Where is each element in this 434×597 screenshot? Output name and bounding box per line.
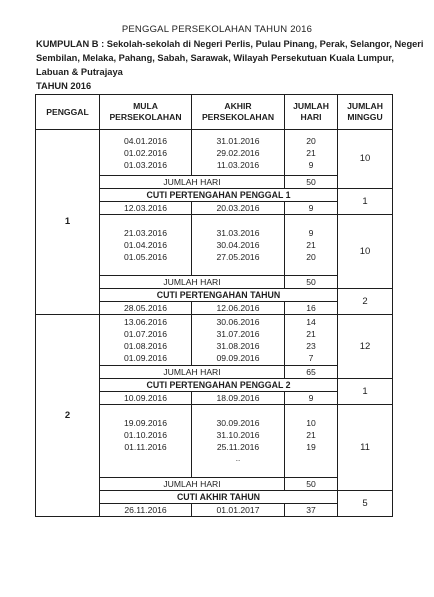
date-cell: 01.09.2016: [123, 353, 167, 363]
day-count-cell: 23: [306, 341, 316, 351]
penggal-2-block-1-hari: [285, 315, 338, 366]
total-label: JUMLAH HARI: [100, 366, 285, 379]
day-count-cell: 20: [306, 252, 316, 262]
date-cell: 01.07.2016: [123, 329, 167, 339]
holiday-days: 9: [285, 392, 338, 405]
date-cell: 01.05.2016: [123, 252, 167, 262]
header-penggal-label: PENGGAL: [46, 106, 89, 117]
table-row: [36, 315, 393, 366]
date-cell: 09.09.2016: [216, 353, 260, 363]
term-schedule-table: [35, 94, 393, 517]
penggal-1-block-2-akhir: [192, 215, 285, 276]
header-penggal: [36, 95, 100, 130]
day-count-cell: 9: [308, 228, 314, 238]
header-jumlah-minggu-line1: JUMLAH: [347, 101, 383, 111]
penggal-2-block-2-mula: [100, 405, 192, 478]
date-cell: 11.03.2016: [216, 159, 260, 170]
date-cell: 31.07.2016: [216, 329, 260, 339]
penggal-2-block-1-mula: [100, 315, 192, 366]
penggal-1-block-2-mula: [100, 215, 192, 276]
date-cell: 31.10.2016: [216, 430, 260, 440]
date-cell: 31.08.2016: [216, 341, 260, 351]
note-mark: ..: [235, 454, 241, 463]
total-label: JUMLAH HARI: [100, 276, 285, 289]
total-value: 50: [285, 176, 338, 189]
date-cell: 01.02.2016: [123, 147, 167, 158]
table-header-row: [36, 95, 393, 130]
day-count-cell: 21: [306, 329, 316, 339]
header-jumlah-hari-line1: JUMLAH: [293, 101, 329, 111]
header-jumlah-hari: [285, 95, 338, 130]
header-jumlah-hari-line2: HARI: [300, 112, 322, 122]
holiday-weeks: 5: [338, 491, 393, 517]
holiday-days: 37: [285, 504, 338, 517]
total-value: 50: [285, 478, 338, 491]
date-cell: 04.01.2016: [123, 135, 167, 146]
holiday-end: 12.06.2016: [192, 302, 285, 315]
header-jumlah-minggu: [338, 95, 393, 130]
holiday-start: 26.11.2016: [100, 504, 192, 517]
header-akhir: [192, 95, 285, 130]
header-akhir-line2: PERSEKOLAHAN: [201, 112, 275, 122]
date-cell: 29.02.2016: [216, 147, 260, 158]
header-mula: [100, 95, 192, 130]
penggal-2-block-1-akhir: [192, 315, 285, 366]
penggal-2-block-2-hari: [285, 405, 338, 478]
holiday-title: CUTI PERTENGAHAN PENGGAL 1: [100, 189, 338, 202]
date-cell: 30.04.2016: [216, 240, 260, 250]
day-count-cell: 14: [306, 317, 316, 327]
penggal-1-block-1-weeks: 10: [338, 130, 393, 189]
holiday-title: CUTI PERTENGAHAN TAHUN: [100, 289, 338, 302]
penggal-1-cell: 1: [36, 130, 100, 315]
penggal-1-block-1-mula: [100, 130, 192, 176]
holiday-weeks: 2: [338, 289, 393, 315]
holiday-end: 18.09.2016: [192, 392, 285, 405]
header-jumlah-minggu-line2: MINGGU: [347, 112, 383, 122]
holiday-end: 01.01.2017: [192, 504, 285, 517]
date-cell: 19.09.2016: [123, 418, 167, 428]
date-cell: 30.09.2016: [216, 418, 260, 428]
date-cell: 25.11.2016: [216, 442, 260, 452]
day-count-cell: 19: [306, 442, 316, 452]
page-title: PENGGAL PERSEKOLAHAN TAHUN 2016: [121, 24, 313, 35]
date-cell: 13.06.2016: [123, 317, 167, 327]
day-count-cell: 21: [306, 147, 316, 158]
holiday-start: 12.03.2016: [100, 202, 192, 215]
total-value: 50: [285, 276, 338, 289]
holiday-weeks: 1: [338, 189, 393, 215]
date-cell: 31.01.2016: [216, 135, 260, 146]
penggal-1-block-2-hari: [285, 215, 338, 276]
holiday-start: 10.09.2016: [100, 392, 192, 405]
penggal-1-block-1-hari: [285, 130, 338, 176]
penggal-1-block-1-akhir: [192, 130, 285, 176]
table-row: [36, 130, 393, 176]
year-label: TAHUN 2016: [36, 81, 92, 91]
holiday-weeks: 1: [338, 379, 393, 405]
group-description: [36, 38, 426, 79]
date-cell: 27.05.2016: [216, 252, 260, 262]
penggal-2-cell: 2: [36, 315, 100, 517]
holiday-days: 9: [285, 202, 338, 215]
day-count-cell: 7: [308, 353, 314, 363]
date-cell: 01.10.2016: [123, 430, 167, 440]
total-label: JUMLAH HARI: [100, 478, 285, 491]
header-mula-line2: PERSEKOLAHAN: [109, 112, 182, 122]
day-count-cell: 9: [308, 159, 314, 170]
day-count-cell: 10: [306, 418, 316, 428]
day-count-cell: 21: [306, 240, 316, 250]
penggal-2-block-2-akhir: [192, 405, 285, 478]
holiday-title: CUTI PERTENGAHAN PENGGAL 2: [100, 379, 338, 392]
day-count-cell: 21: [306, 430, 316, 440]
penggal-2-block-1-weeks: 12: [338, 315, 393, 379]
total-label: JUMLAH HARI: [100, 176, 285, 189]
header-mula-line1: MULA: [133, 101, 158, 111]
header-akhir-line1: AKHIR: [224, 101, 252, 111]
holiday-days: 16: [285, 302, 338, 315]
date-cell: 01.08.2016: [123, 341, 167, 351]
date-cell: 30.06.2016: [216, 317, 260, 327]
total-value: 65: [285, 366, 338, 379]
penggal-1-block-2-weeks: 10: [338, 215, 393, 289]
date-cell: 31.03.2016: [216, 228, 260, 238]
date-cell: 01.03.2016: [123, 159, 167, 170]
date-cell: 01.04.2016: [123, 240, 167, 250]
group-states-text: Sekolah-sekolah di Negeri Perlis, Pulau Pinang, Perak, Selangor, Negeri Sembilan, Melaka, Pahang, Sabah, Sarawak, Wilayah Persekutuan Kuala Lumpur, Labuan & Putrajaya: [36, 39, 424, 77]
penggal-2-block-2-weeks: 11: [338, 405, 393, 491]
date-cell: 21.03.2016: [123, 228, 167, 238]
group-label: KUMPULAN B :: [36, 39, 105, 49]
holiday-end: 20.03.2016: [192, 202, 285, 215]
holiday-start: 28.05.2016: [100, 302, 192, 315]
day-count-cell: 20: [306, 135, 316, 146]
holiday-title: CUTI AKHIR TAHUN: [100, 491, 338, 504]
date-cell: 01.11.2016: [124, 442, 167, 452]
